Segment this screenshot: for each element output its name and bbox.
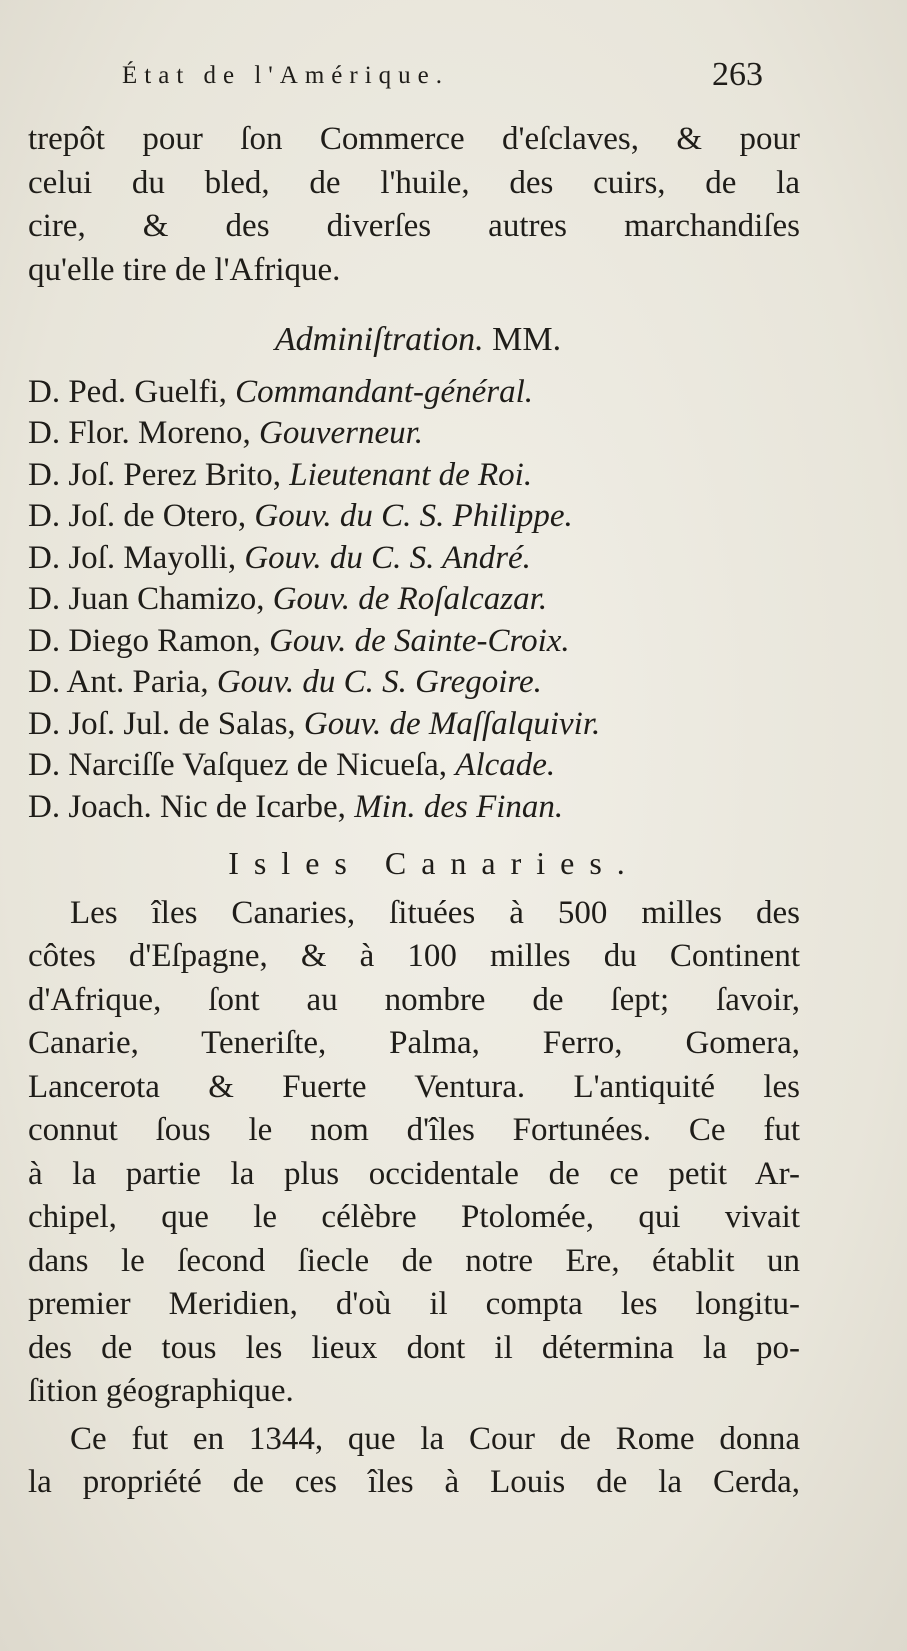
- officer-title: Gouv. de Maſſalquivir.: [303, 705, 601, 742]
- text-line: Canarie, Teneriſte, Palma, Ferro, Gomera,: [28, 1025, 800, 1061]
- page-body: [28, 118, 800, 1505]
- canaries-paragraph: [28, 892, 800, 1414]
- officer-entry: [28, 745, 800, 787]
- officer-name: D. Joſ. Perez Brito,: [28, 456, 290, 493]
- officer-name: D. Juan Chamizo,: [28, 581, 273, 617]
- text-line: chipel, que le célèbre Ptolomée, qui vivait: [28, 1199, 800, 1235]
- officer-title: Gouv. de Roſalcazar.: [272, 581, 548, 617]
- officer-entry: [28, 455, 800, 497]
- text-line: à la partie la plus occidentale de ce petit Ar-: [28, 1155, 800, 1192]
- officer-title: Alcade.: [455, 747, 556, 783]
- officer-name: D. Ped. Guelfi,: [28, 373, 236, 410]
- officer-name: D. Joſ. de Otero,: [28, 498, 255, 534]
- honorific: MM.: [492, 321, 562, 358]
- text-line: ſition géographique.: [28, 1373, 294, 1409]
- officer-list: [28, 372, 800, 829]
- officer-entry: [28, 579, 800, 621]
- officer-title: Gouv. du C. S. André.: [244, 539, 531, 576]
- text-line: premier Meridien, d'où il compta les longitu-: [28, 1286, 800, 1322]
- text-line: connut ſous le nom d'îles Fortunées. Ce fut: [28, 1112, 800, 1148]
- officer-name: D. Joſ. Jul. de Salas,: [28, 705, 304, 742]
- opening-paragraph: [28, 118, 800, 292]
- officer-title: Min. des Finan.: [354, 788, 564, 825]
- canaries-heading: Isles Canaries.: [228, 845, 640, 881]
- officer-title: Gouverneur.: [259, 415, 424, 451]
- text-line: dans le ſecond ſiecle de notre Ere, établit un: [28, 1242, 800, 1279]
- text-line: Ce fut en 1344, que la Cour de Rome donna: [70, 1420, 800, 1457]
- text-line: Les îles Canaries, ſituées à 500 milles des: [70, 894, 800, 931]
- text-line: cire, & des diverſes autres marchandiſes: [28, 208, 800, 244]
- officer-name: D. Joach. Nic de Icarbe,: [28, 788, 355, 825]
- cerda-paragraph: [28, 1418, 800, 1505]
- officer-entry: [28, 662, 800, 704]
- text-line: qu'elle tire de l'Afrique.: [28, 251, 341, 288]
- officer-entry: [28, 621, 800, 663]
- text-line: des de tous les lieux dont il détermina la po-: [28, 1329, 800, 1366]
- officer-title: Lieutenant de Roi.: [289, 456, 533, 493]
- text-line: côtes d'Eſpagne, & à 100 milles du Continent: [28, 938, 800, 974]
- text-line: Lancerota & Fuerte Ventura. L'antiquité les: [28, 1068, 800, 1105]
- officer-title: Gouv. de Sainte-Croix.: [269, 622, 570, 659]
- running-title: État de l'Amérique.: [122, 62, 450, 89]
- text-line: celui du bled, de l'huile, des cuirs, de la: [28, 164, 800, 201]
- administration-heading-text: Adminiſtration.: [274, 321, 484, 358]
- officer-entry: [28, 704, 800, 746]
- officer-entry: [28, 496, 800, 538]
- officer-name: D. Joſ. Mayolli,: [28, 539, 245, 576]
- officer-entry: [28, 413, 800, 455]
- officer-title: Commandant-général.: [235, 373, 534, 410]
- officer-title: Gouv. du C. S. Gregoire.: [216, 664, 542, 700]
- officer-name: D. Ant. Paria,: [28, 664, 217, 700]
- text-line: trepôt pour ſon Commerce d'eſclaves, & pour: [28, 121, 800, 157]
- page-header: [0, 56, 907, 106]
- officer-title: Gouv. du C. S. Philippe.: [254, 498, 573, 534]
- administration-heading: [28, 318, 800, 362]
- officer-entry: [28, 787, 800, 829]
- officer-entry: [28, 538, 800, 580]
- officer-name: D. Flor. Moreno,: [28, 415, 259, 451]
- text-line: la propriété de ces îles à Louis de la Cerda,: [28, 1464, 800, 1500]
- officer-name: D. Diego Ramon,: [28, 622, 270, 659]
- text-line: d'Afrique, ſont au nombre de ſept; ſavoir,: [28, 981, 800, 1018]
- officer-name: D. Narciſſe Vaſquez de Nicueſa,: [28, 747, 456, 783]
- officer-entry: [28, 372, 800, 414]
- page-number: 263: [712, 56, 763, 93]
